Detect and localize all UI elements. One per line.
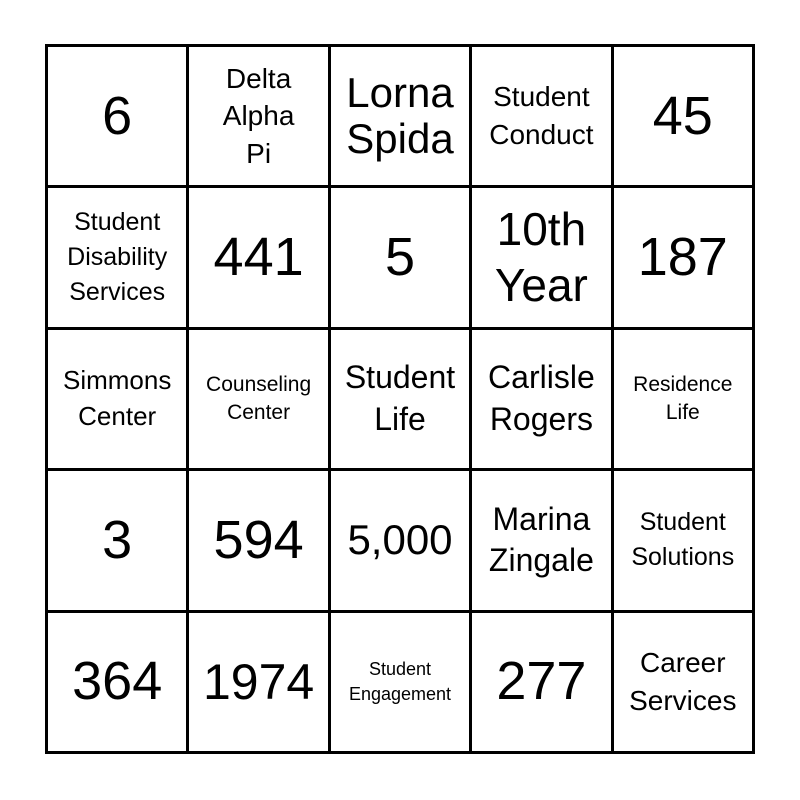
bingo-cell[interactable] (472, 471, 610, 609)
bingo-cell[interactable] (331, 613, 469, 751)
cell-text: 187 (637, 227, 728, 288)
cell-text: Student Life (344, 359, 456, 437)
bingo-cell[interactable] (614, 330, 752, 468)
bingo-cell[interactable] (614, 613, 752, 751)
cell-text: 3 (102, 510, 133, 571)
cell-text: Lorna Spida (346, 69, 454, 163)
cell-text: 5 (384, 227, 416, 288)
cell-text: Residence Life (633, 372, 733, 424)
cell-text: 594 (213, 510, 304, 571)
bingo-cell[interactable] (472, 47, 610, 185)
bingo-cell[interactable] (614, 47, 752, 185)
bingo-cell[interactable] (189, 613, 327, 751)
cell-text: Student Conduct (489, 81, 594, 151)
bingo-cell[interactable] (614, 188, 752, 326)
bingo-cell[interactable] (189, 471, 327, 609)
cell-text: 45 (652, 85, 713, 146)
cell-text: Student Solutions (631, 508, 735, 572)
bingo-cell[interactable] (331, 330, 469, 468)
bingo-cell[interactable] (48, 188, 186, 326)
cell-text: Simmons Center (63, 365, 172, 431)
bingo-cell[interactable] (331, 47, 469, 185)
cell-text: 5,000 (347, 516, 453, 564)
bingo-cell[interactable] (472, 330, 610, 468)
bingo-cell[interactable] (48, 47, 186, 185)
bingo-cell[interactable] (48, 471, 186, 609)
cell-text: Carlisle Rogers (488, 359, 595, 437)
bingo-cell[interactable] (472, 613, 610, 751)
cell-text: 6 (102, 85, 133, 146)
bingo-cell[interactable] (331, 188, 469, 326)
bingo-cell[interactable] (189, 330, 327, 468)
bingo-cell[interactable] (189, 47, 327, 185)
bingo-cell[interactable] (614, 471, 752, 609)
bingo-cell[interactable] (48, 613, 186, 751)
bingo-cell[interactable] (48, 330, 186, 468)
bingo-board (45, 44, 755, 754)
bingo-cell[interactable] (189, 188, 327, 326)
bingo-cell[interactable] (331, 471, 469, 609)
cell-text: 364 (72, 651, 163, 712)
cell-text: 10th Year (494, 203, 588, 311)
cell-text: Student Engagement (348, 658, 452, 704)
cell-text: Student Disability Services (67, 208, 168, 307)
cell-text: 277 (496, 651, 587, 712)
bingo-cell[interactable] (472, 188, 610, 326)
cell-text: 441 (213, 227, 304, 288)
cell-text: Marina Zingale (488, 500, 594, 579)
cell-text: Career Services (629, 646, 737, 716)
cell-text: Counseling Center (206, 372, 312, 424)
cell-text: 1974 (202, 653, 315, 710)
cell-text: Delta Alpha Pi (222, 62, 295, 170)
